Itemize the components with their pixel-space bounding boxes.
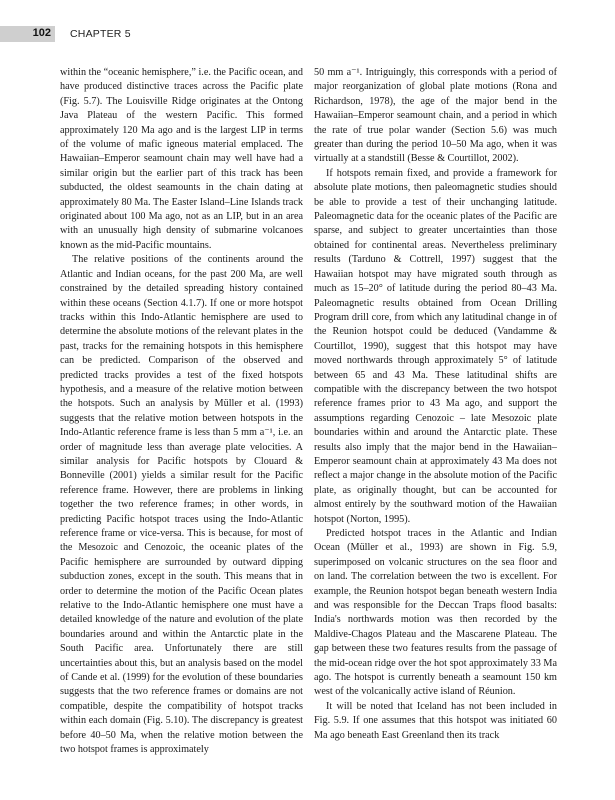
chapter-title: CHAPTER 5 (70, 28, 131, 40)
page-header (0, 26, 615, 44)
paragraph: If hotspots remain fixed, and provide a framework for absolute plate motions, then paleomagnetic studies should be able to provide a test of their unchanging latitude. Paleomagnetic data for the oceanic plates of the Pacific are sparse, and subject to greater uncertainties than those obtained for continental areas. Nevertheless preliminary results (Tarduno & Cottrell, 1997) suggest that the Hawaiian hotspot may have migrated south through as much as 15–20° of latitude during the period 80–43 Ma. Paleomagnetic results obtained from Ocean Drilling Program drill core, from which any latitudinal change in of the Reunion hotspot could be deduced (Vandamme & Courtillot, 1990), suggest that this hotspot may have moved northwards through approximately 5° of latitude between 65 and 43 Ma. These latitudinal shifts are compatible with the discrepancy between the two hotspot reference frames prior to 43 Ma ago, and support the assumptions regarding Cenozoic – late Mesozoic plate boundaries within and around the Antarctic plate. These results also imply that the major bend in the Hawaiian–Emperor seamount chain at approximately 43 Ma does not reflect a major change in the absolute motion of the Pacific plate, as originally thought, but can be accounted for almost entirely by the southward motion of the Hawaiian hotspot (Norton, 1995). (314, 167, 557, 525)
paragraph: within the “oceanic hemisphere,” i.e. the Pacific ocean, and have produced distinctive traces across the Pacific plate (Fig. 5.7). The Louisville Ridge originates at the Ontong Java Plateau of the western Pacific. This formed approximately 120 Ma ago and is the largest LIP in terms of the volume of mafic igneous material emplaced. The Hawaiian–Emperor seamount chain may well have had a similar origin but the earlier part of this track has been subducted, the oldest seamounts in the chain dating at approximately 80 Ma. The Easter Island–Line Islands track originated about 100 Ma ago, not as an LIP, but in an area with an unusually high density of submarine volcanoes known as the mid-Pacific mountains. (60, 67, 303, 251)
right-column (314, 66, 557, 743)
paragraph: The relative positions of the continents around the Atlantic and Indian oceans, for the past 200 Ma, are well constrained by the detailed spreading history contained within these oceans (Section 4.1.7). If one or more hotspot tracks within this Indo-Atlantic hemisphere are used to determine the absolute motions of the relevant plates in the past, tracks for the remaining hotspots in this hemisphere can be predicted. Comparison of the observed and predicted tracks provides a test of the fixed hotspots hypothesis, and a measure of the relative motion between the hotspots. Such an analysis by Müller et al. (1993) suggests that the relative motion between hotspots in the Indo-Atlantic reference frame is less than 5 mm a⁻¹, i.e. an order of magnitude less than average plate velocities. A similar analysis for Pacific hotspots by Clouard & Bonneville (2001) yields a similar result for the Pacific reference frame. However, there are problems in linking together the two reference frames; in other words, in predicting Pacific hotspot traces using the Indo-Atlantic reference frame or vice-versa. This is because, for most of the Mesozoic and Cenozoic, the oceanic plates of the Pacific hemisphere are surrounded by outward dipping subduction zones, except in the south. This means that in order to determine the motion of the Pacific Ocean plates relative to the Indo-Atlantic hemisphere one must have a detailed knowledge of the nature and evolution of the plate boundaries around and within the Antarctic plate in the South Pacific area. Unfortunately there are still uncertainties about this, but an analysis based on the model of Cande et al. (1999) for the evolution of these boundaries suggests that the two reference frames or domains are not compatible, despite the compatibility of hotspot tracks within each domain (Fig. 5.10). The discrepancy is greatest before 40–50 Ma, when the relative motion between the two hotspot frames is approximately (60, 254, 303, 756)
paragraph: 50 mm a⁻¹. Intriguingly, this corresponds with a period of major reorganization of global plate motions (Rona and Richardson, 1978), the age of the major bend in the Hawaiian–Emperor seamount chain, and a period in which the rate of true polar wander (Section 5.6) was much greater than during the period 10–50 Ma ago, when it was virtually at a standstill (Besse & Courtillot, 2002). (314, 67, 557, 165)
paragraph: Predicted hotspot traces in the Atlantic and Indian Ocean (Müller et al., 1993) are shown in Fig. 5.9, superimposed on volcanic structures on the sea floor and on land. The correlation between the two is excellent. For example, the Reunion hotspot began beneath western India and was responsible for the Deccan Traps flood basalts: India's northwards motion was then recorded by the Maldive-Chagos Plateau and the Mascarene Plateau. The gap between these two features results from the passage of the mid-ocean ridge over the hot spot approximately 33 Ma ago. The hotspot is currently beneath a seamount 150 km west of the volcanically active island of Réunion. (314, 528, 557, 698)
page-number-box (0, 26, 55, 42)
page-number: 102 (32, 27, 51, 39)
paragraph: It will be noted that Iceland has not been included in Fig. 5.9. If one assumes that this hotspot was initiated 60 Ma ago beneath East Greenland then its track (314, 700, 557, 741)
left-column (60, 66, 303, 758)
